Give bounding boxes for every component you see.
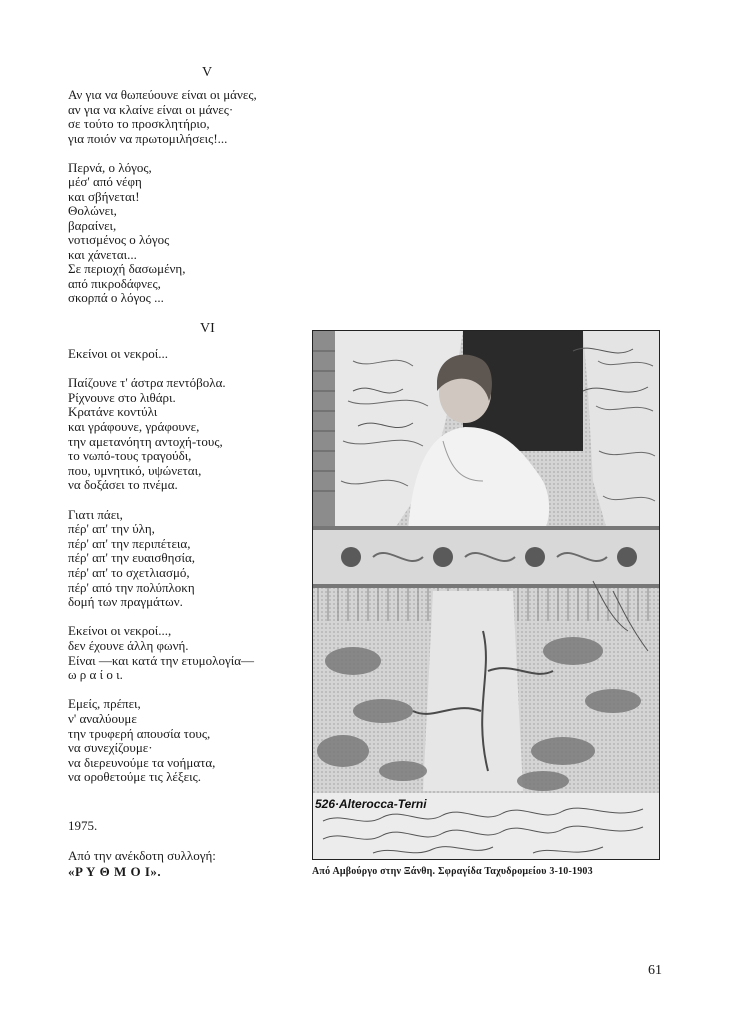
poem-line: Θολώνει,	[68, 203, 117, 218]
poem-line: σκορπά ο λόγος ...	[68, 290, 164, 305]
poem-line: Ρίχνουνε στο λιθάρι.	[68, 389, 176, 405]
poem-line: να συνεχίζουμε·	[68, 740, 153, 756]
poem-line: Γιατι πάει,	[68, 506, 123, 522]
poem-line: την αμετανόητη αντοχή-τους,	[68, 433, 223, 449]
postcard-caption: Από Αμβούργο στην Ξάνθη. Σφραγίδα Ταχυδρομείου 3-10-1903	[312, 866, 593, 877]
poem-line: Σε περιοχή δασωμένη,	[68, 261, 186, 276]
poem-line: το νωπό-τους τραγούδι,	[68, 448, 192, 464]
collection-title: «Ρ Υ Θ Μ Ο Ι».	[68, 864, 162, 879]
poem-line: και γράφουνε, γράφουνε,	[68, 419, 200, 434]
poem-line: μέσ' από νέφη	[68, 174, 142, 189]
poem-line: Παίζουνε τ' άστρα πεντόβολα.	[68, 375, 226, 391]
poem-line: και σβήνεται!	[68, 188, 140, 204]
poem-line: πέρ' απ' την περιπέτεια,	[68, 535, 191, 551]
poem-line: να διερευνούμε τα νοήματα,	[68, 754, 216, 770]
postcard-photo	[312, 330, 660, 860]
postcard-illustration	[313, 331, 659, 859]
poem-line: Εμείς, πρέπει,	[68, 696, 141, 712]
poem-line: δομή των πραγμάτων.	[68, 594, 183, 610]
poem-line: σε τούτο το προσκλητήριο,	[68, 116, 210, 131]
poem-line: πέρ' απ' την ύλη,	[68, 521, 155, 537]
poem-line: πέρ' από την πολύπλοκη	[68, 579, 195, 595]
poem-line: που, υμνητικό, υψώνεται,	[68, 462, 202, 478]
poem-line: και χάνεται...	[68, 246, 137, 262]
poem-line: Αν για να θωπεύουνε είναι οι μάνες,	[68, 87, 257, 102]
section-vi-numeral: VI	[200, 321, 215, 336]
poem-line: πέρ' απ' την ευαισθησία,	[68, 550, 196, 566]
postcard-print-label: 526·Alterocca-Terni	[315, 797, 427, 811]
poem-line: Εκείνοι οι νεκροί...	[68, 346, 168, 361]
poem-year: 1975.	[68, 818, 98, 833]
poem-line: πέρ' απ' το σχετλιασμό,	[68, 565, 190, 580]
poem-line: βαραίνει,	[68, 217, 117, 233]
poem-line: από πικροδάφνες,	[68, 275, 161, 291]
poem-line: Εκείνοι οι νεκροί...,	[68, 623, 172, 639]
poem-line: ν' αναλύουμε	[68, 711, 137, 726]
poem-line: Είναι —και κατά την ετυμολογία—	[68, 652, 254, 668]
page-number: 61	[648, 963, 662, 978]
source-note: Από την ανέκδοτη συλλογή:	[68, 848, 216, 863]
poem-line: δεν έχουνε άλλη φωνή.	[68, 638, 189, 653]
poem-line: την τρυφερή απουσία τους,	[68, 725, 211, 741]
poem-line: Κρατάνε κοντύλι	[68, 404, 158, 420]
poem-line: να δοξάσει το πνέμα.	[68, 477, 178, 493]
poem-line: ω ρ α ί ο ι.	[68, 667, 123, 683]
poem-line: Περνά, ο λόγος,	[68, 159, 152, 175]
poem-line: να οροθετούμε τις λέξεις.	[68, 769, 201, 785]
section-v-numeral: V	[202, 65, 213, 80]
poem-line: για ποιόν να πρωτομιλήσεις!...	[68, 130, 228, 146]
poem-line: αν για να κλαίνε είναι οι μάνες·	[68, 101, 234, 117]
poem-line: νοτισμένος ο λόγος	[68, 232, 170, 247]
